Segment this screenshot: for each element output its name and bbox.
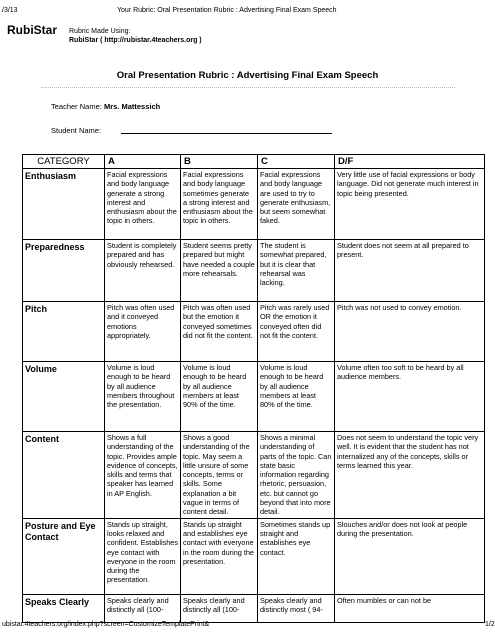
cell-grade-df: Does not seem to understand the topic very well. It is evident that the student has not internalized any of the concepts, skills or terms learned this year. xyxy=(335,432,485,519)
category-posture-eye-contact: Posture and Eye Contact xyxy=(23,518,105,594)
print-page-title: Your Rubric: Oral Presentation Rubric : Advertising Final Exam Speech xyxy=(117,7,337,14)
cell-grade-df: Often mumbles or can not be xyxy=(335,594,485,622)
rubric-header-row xyxy=(23,155,485,169)
rubric-title: Oral Presentation Rubric : Advertising Final Exam Speech xyxy=(116,70,379,81)
header-grade-a: A xyxy=(105,155,181,169)
print-url: ubistar.4teachers.org/index.php?screen=CustomizeTemplatePrint& xyxy=(2,621,210,628)
cell-grade-b: Stands up straight and establishes eye contact with everyone in the room during the presentation. xyxy=(181,518,258,594)
page-number: 1/2 xyxy=(485,621,495,628)
cell-grade-a: Pitch was often used and it conveyed emotions appropriately. xyxy=(105,302,181,362)
cell-grade-a: Stands up straight, looks relaxed and confident. Establishes eye contact with everyone in the room during the presentation. xyxy=(105,518,181,594)
table-row xyxy=(23,432,485,519)
cell-grade-c: Volume is loud enough to be heard by all audience members at least 80% of the time. xyxy=(258,362,335,432)
cell-grade-c: Speaks clearly and distinctly most ( 94- xyxy=(258,594,335,622)
rubric-table xyxy=(22,154,485,623)
cell-grade-a: Speaks clearly and distinctly all (100- xyxy=(105,594,181,622)
student-name-line xyxy=(51,126,332,135)
rubistar-logo: RubiStar xyxy=(7,23,58,37)
cell-grade-df: Pitch was not used to convey emotion. xyxy=(335,302,485,362)
header-grade-b: B xyxy=(181,155,258,169)
category-volume: Volume xyxy=(23,362,105,432)
category-preparedness: Preparedness xyxy=(23,240,105,302)
cell-grade-a: Student is completely prepared and has obviously rehearsed. xyxy=(105,240,181,302)
cell-grade-c: Facial expressions and body language are used to try to generate enthusiasm, but seem somewhat faked. xyxy=(258,169,335,240)
print-date: /3/13 xyxy=(2,7,18,14)
print-header xyxy=(0,7,495,19)
cell-grade-c: Sometimes stands up straight and establishes eye contact. xyxy=(258,518,335,594)
category-speaks-clearly: Speaks Clearly xyxy=(23,594,105,622)
cell-grade-df: Student does not seem at all prepared to present. xyxy=(335,240,485,302)
cell-grade-b: Pitch was often used but the emotion it conveyed sometimes did not fit the content. xyxy=(181,302,258,362)
category-content: Content xyxy=(23,432,105,519)
cell-grade-b: Speaks clearly and distinctly all (100- xyxy=(181,594,258,622)
student-name-blank xyxy=(121,126,332,134)
teacher-name-label: Teacher Name: xyxy=(51,102,102,111)
table-row xyxy=(23,240,485,302)
made-using-label: Rubric Made Using: xyxy=(69,28,131,35)
cell-grade-df: Very little use of facial expressions or body language. Did not generate much interest in topic being presented. xyxy=(335,169,485,240)
table-row xyxy=(23,169,485,240)
cell-grade-b: Volume is loud enough to be heard by all audience members at least 90% of the time. xyxy=(181,362,258,432)
cell-grade-b: Student seems pretty prepared but might have needed a couple more rehearsals. xyxy=(181,240,258,302)
table-row xyxy=(23,362,485,432)
category-pitch: Pitch xyxy=(23,302,105,362)
student-name-label: Student Name: xyxy=(51,126,102,135)
cell-grade-b: Shows a good understanding of the topic. May seem a little unsure of some concepts, terms or skills. Some explanation a bit vague in terms of content detail. xyxy=(181,432,258,519)
cell-grade-c: The student is somewhat prepared, but it is clear that rehearsal was lacking. xyxy=(258,240,335,302)
made-using-note xyxy=(69,27,202,45)
title-divider xyxy=(41,87,455,88)
rubistar-link[interactable]: RubiStar ( http://rubistar.4teachers.org ) xyxy=(69,37,202,44)
cell-grade-a: Shows a full understanding of the topic. Provides ample evidence of concepts, skills and terms that speaker has learned in AP English. xyxy=(105,432,181,519)
header-category: CATEGORY xyxy=(23,155,105,169)
header-grade-c: C xyxy=(258,155,335,169)
table-row xyxy=(23,302,485,362)
cell-grade-df: Slouches and/or does not look at people during the presentation. xyxy=(335,518,485,594)
teacher-name-value: Mrs. Mattessich xyxy=(103,102,161,111)
cell-grade-b: Facial expressions and body language sometimes generate a strong interest and enthusiasm about the topic in others. xyxy=(181,169,258,240)
cell-grade-df: Volume often too soft to be heard by all audience members. xyxy=(335,362,485,432)
cell-grade-c: Pitch was rarely used OR the emotion it conveyed often did not fit the content. xyxy=(258,302,335,362)
cell-grade-a: Volume is loud enough to be heard by all audience members throughout the presentation. xyxy=(105,362,181,432)
category-enthusiasm: Enthusiasm xyxy=(23,169,105,240)
table-row xyxy=(23,594,485,622)
table-row xyxy=(23,518,485,594)
cell-grade-a: Facial expressions and body language generate a strong interest and enthusiasm about the topic in others. xyxy=(105,169,181,240)
teacher-name-line xyxy=(51,102,160,111)
cell-grade-c: Shows a minimal understanding of parts of the topic. Can state basic information regarding rhetoric, persuasion, etc. but cannot go beyond that into more detail. xyxy=(258,432,335,519)
header-grade-df: D/F xyxy=(335,155,485,169)
